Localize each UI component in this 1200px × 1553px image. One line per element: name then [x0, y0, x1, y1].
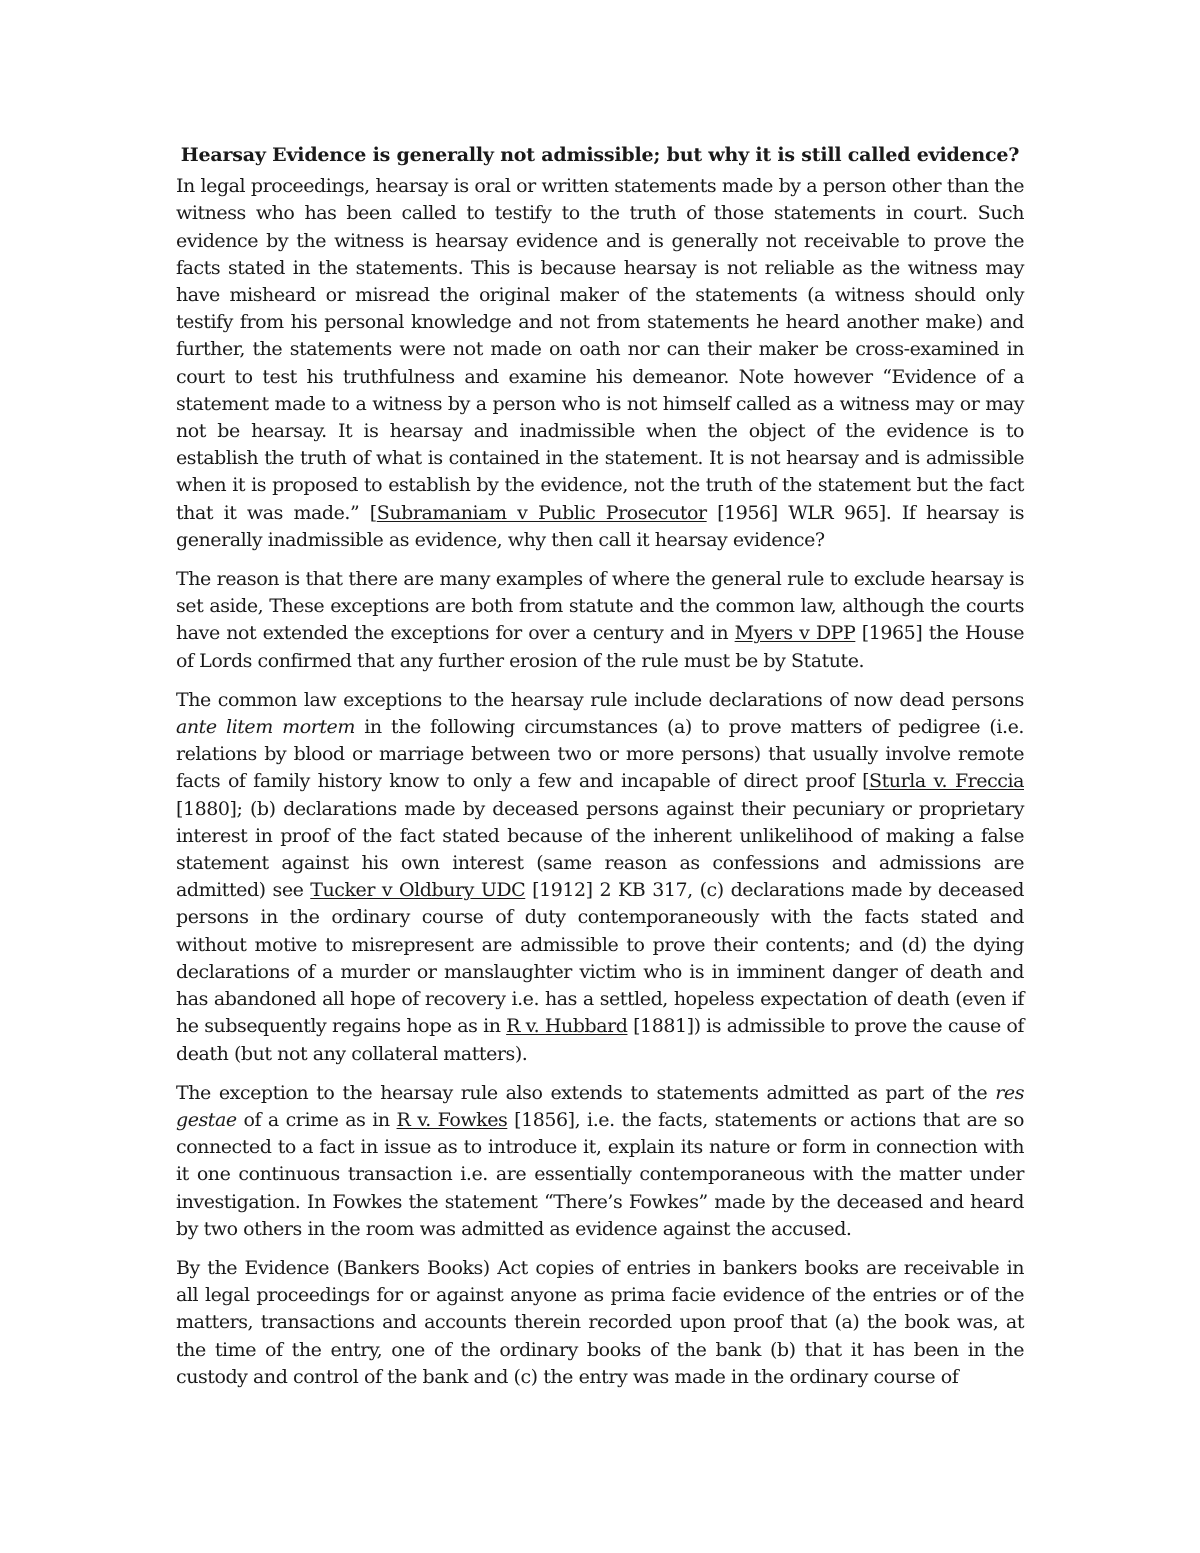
paragraph-3-text-c: [1880]; (b) declarations made by deceased persons against their pecuniary or proprietary interest in proof of the fact stated because of the inherent unlikelihood of making a false statement against his own interest (same reason as confessions and admissions are admitted) see [176, 797, 1024, 902]
document-title: Hearsay Evidence is generally not admissible; but why it is still called evidence? [180, 144, 1020, 166]
paragraph-5-text-a: By the Evidence (Bankers Books) Act copies of entries in bankers books are receivable in all legal proceedings for or against anyone as prima facie evidence of the entries or of the matters, transactions and accounts therein recorded upon proof that (a) the book was, at the time of the entry, one of the ordinary books of the bank (b) that it has been in the custody and control of the bank and (c) the entry was made in the ordinary course of [176, 1256, 1024, 1388]
case-citation-subramaniam: Subramaniam v Public Prosecutor [376, 501, 707, 524]
paragraph-3-text-e: [1881]) is admissible to prove the cause of death (but not any collateral matters). [176, 1015, 1024, 1065]
paragraph-3 [176, 687, 1024, 1068]
case-citation-tucker: Tucker v Oldbury UDC [310, 879, 526, 902]
paragraph-4-text-b: of a crime as in [236, 1108, 397, 1131]
paragraph-4-text-a: The exception to the hearsay rule also extends to statements admitted as part of the [176, 1081, 996, 1104]
case-citation-hubbard: R v. Hubbard [506, 1015, 628, 1038]
paragraph-1-text-a: In legal proceedings, hearsay is oral or written statements made by a person other than the witness who has been called to testify to the truth of those statements in court. Such evidence by the witness is hearsay evidence and is generally not receivable to prove the facts stated in the statements. This is because hearsay is not reliable as the witness may have misheard or misread the original maker of the statements (a witness should only testify from his personal knowledge and not from statements he heard another make) and further, the statements were not made on oath nor can their maker be cross-examined in court to test his truthfulness and examine his demeanor. Note however “Evidence of a statement made to a witness by a person who is not himself called as a witness may or may not be hearsay. It is hearsay and inadmissible when the object of the evidence is to establish the truth of what is contained in the statement. It is not hearsay and is admissible when it is proposed to establish by the evidence, not the truth of the statement but the fact that it was made.” [ [176, 175, 1024, 524]
paragraph-3-text-d: [1912] 2 KB 317, (c) declarations made by deceased persons in the ordinary course of duty contemporaneously with the facts stated and without motive to misrepresent are admissible to prove their contents; and (d) the dying declarations of a murder or manslaughter victim who is in imminent danger of death and has abandoned all hope of recovery i.e. has a settled, hopeless expectation of death (even if he subsequently regains hope as in [176, 879, 1024, 1038]
paragraph-4-text-c: [1856], i.e. the facts, statements or actions that are so connected to a fact in issue as to introduce it, explain its nature or form in connection with it one continuous transaction i.e. are essentially contemporaneous with the matter under investigation. In Fowkes the statement “There’s Fowkes” made by the deceased and heard by two others in the room was admitted as evidence against the accused. [176, 1108, 1024, 1240]
paragraph-1 [176, 173, 1024, 554]
paragraph-2-text-b: [1965] the House of Lords confirmed that any further erosion of the rule must be by Statute. [176, 622, 1024, 672]
paragraph-4 [176, 1080, 1024, 1243]
latin-term-ante-litem-mortem: ante litem mortem [176, 716, 355, 739]
case-citation-myers: Myers v DPP [734, 622, 856, 645]
paragraph-3-text-b: in the following circumstances (a) to prove matters of pedigree (i.e. relations by blood or marriage between two or more persons) that usually involve remote facts of family history know to only a few and incapable of direct proof [ [176, 716, 1024, 793]
case-citation-fowkes: R v. Fowkes [396, 1108, 508, 1131]
paragraph-5 [176, 1255, 1024, 1391]
case-citation-sturla: Sturla v. Freccia [869, 770, 1024, 793]
paragraph-3-text-a: The common law exceptions to the hearsay rule include declarations of now dead persons [176, 688, 1024, 711]
paragraph-2 [176, 566, 1024, 675]
paragraph-2-text-a: The reason is that there are many examples of where the general rule to exclude hearsay is set aside, These exceptions are both from statute and the common law, although the courts have not extended the exceptions for over a century and in [176, 568, 1024, 645]
document-page [176, 142, 1024, 1403]
paragraph-1-text-b: [1956] WLR 965]. If hearsay is generally inadmissible as evidence, why then call it hearsay evidence? [176, 501, 1025, 551]
latin-term-res-gestae: res gestae [176, 1081, 1024, 1131]
